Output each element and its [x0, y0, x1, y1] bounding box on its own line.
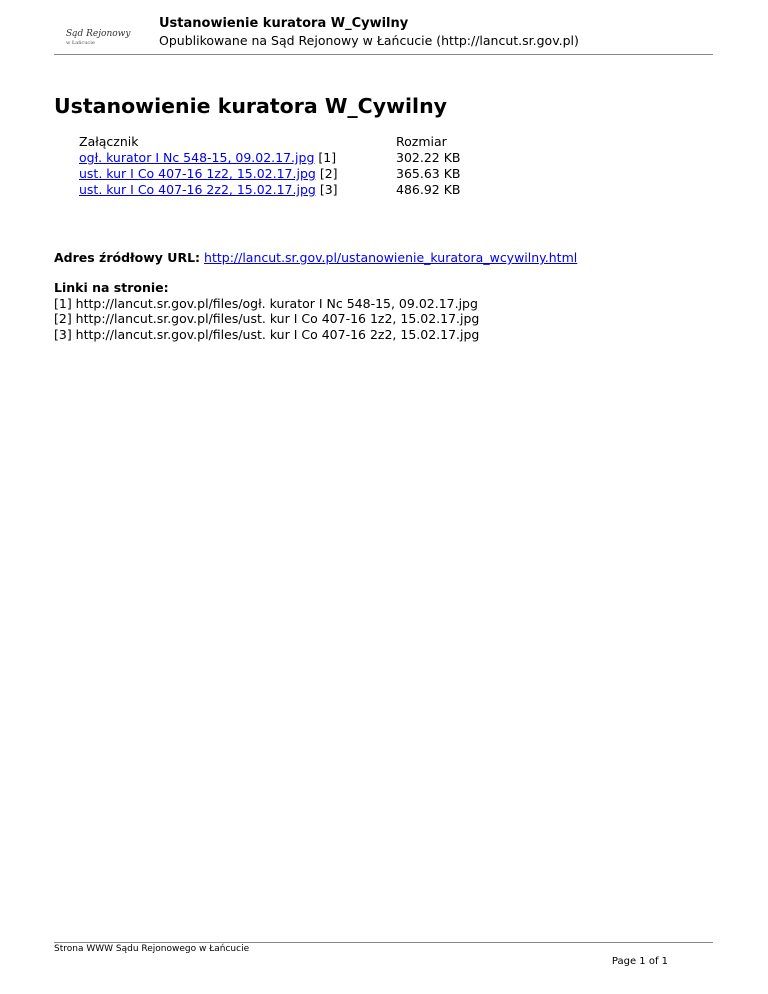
- attachment-row: [79, 182, 338, 198]
- logo-line1: Sąd Rejonowy: [66, 29, 131, 39]
- page-footer: [54, 942, 713, 967]
- attachment-ref: [1]: [318, 150, 337, 165]
- source-url-link[interactable]: http://lancut.sr.gov.pl/ustanowienie_kuratora_wcywilny.html: [204, 250, 578, 265]
- attachment-link[interactable]: ust. kur I Co 407-16 2z2, 15.02.17.jpg: [79, 182, 316, 197]
- attachments-column: [79, 134, 338, 198]
- attachment-size: 486.92 KB: [396, 182, 461, 197]
- attachment-row: [79, 166, 338, 182]
- source-label: Adres źródłowy URL:: [54, 250, 201, 265]
- link-entry: [2] http://lancut.sr.gov.pl/files/ust. kur I Co 407-16 1z2, 15.02.17.jpg: [54, 311, 480, 326]
- attachment-row: [79, 150, 338, 166]
- page-links: [54, 280, 479, 342]
- attachment-link[interactable]: ust. kur I Co 407-16 1z2, 15.02.17.jpg: [79, 166, 316, 181]
- header-subtitle: Opublikowane na Sąd Rejonowy w Łańcucie (http://lancut.sr.gov.pl): [159, 33, 579, 48]
- attachment-ref: [2]: [319, 166, 338, 181]
- attachment-size: 302.22 KB: [396, 150, 461, 165]
- page-number: Page 1 of 1: [611, 956, 668, 967]
- attachment-size: 365.63 KB: [396, 166, 461, 181]
- links-heading: Linki na stronie:: [54, 280, 169, 295]
- logo-line2: w Łańcucie: [66, 40, 95, 46]
- court-logo: [66, 30, 130, 46]
- header-title: Ustanowienie kuratora W_Cywilny: [159, 16, 409, 31]
- footer-site-name: Strona WWW Sądu Rejonowego w Łańcucie: [54, 944, 250, 954]
- link-entry: [1] http://lancut.sr.gov.pl/files/ogł. kurator I Nc 548-15, 09.02.17.jpg: [54, 295, 478, 311]
- attachment-link[interactable]: ogł. kurator I Nc 548-15, 09.02.17.jpg: [79, 150, 315, 165]
- attachment-ref: [3]: [319, 182, 338, 197]
- link-entry: [3] http://lancut.sr.gov.pl/files/ust. kur I Co 407-16 2z2, 15.02.17.jpg: [54, 326, 480, 342]
- attachments-header: Załącznik: [79, 134, 139, 149]
- page-title: Ustanowienie kuratora W_Cywilny: [54, 94, 448, 118]
- source-url-line: [54, 250, 577, 265]
- page-header: [54, 14, 713, 55]
- size-header: Rozmiar: [396, 134, 447, 149]
- sizes-column: [396, 134, 460, 198]
